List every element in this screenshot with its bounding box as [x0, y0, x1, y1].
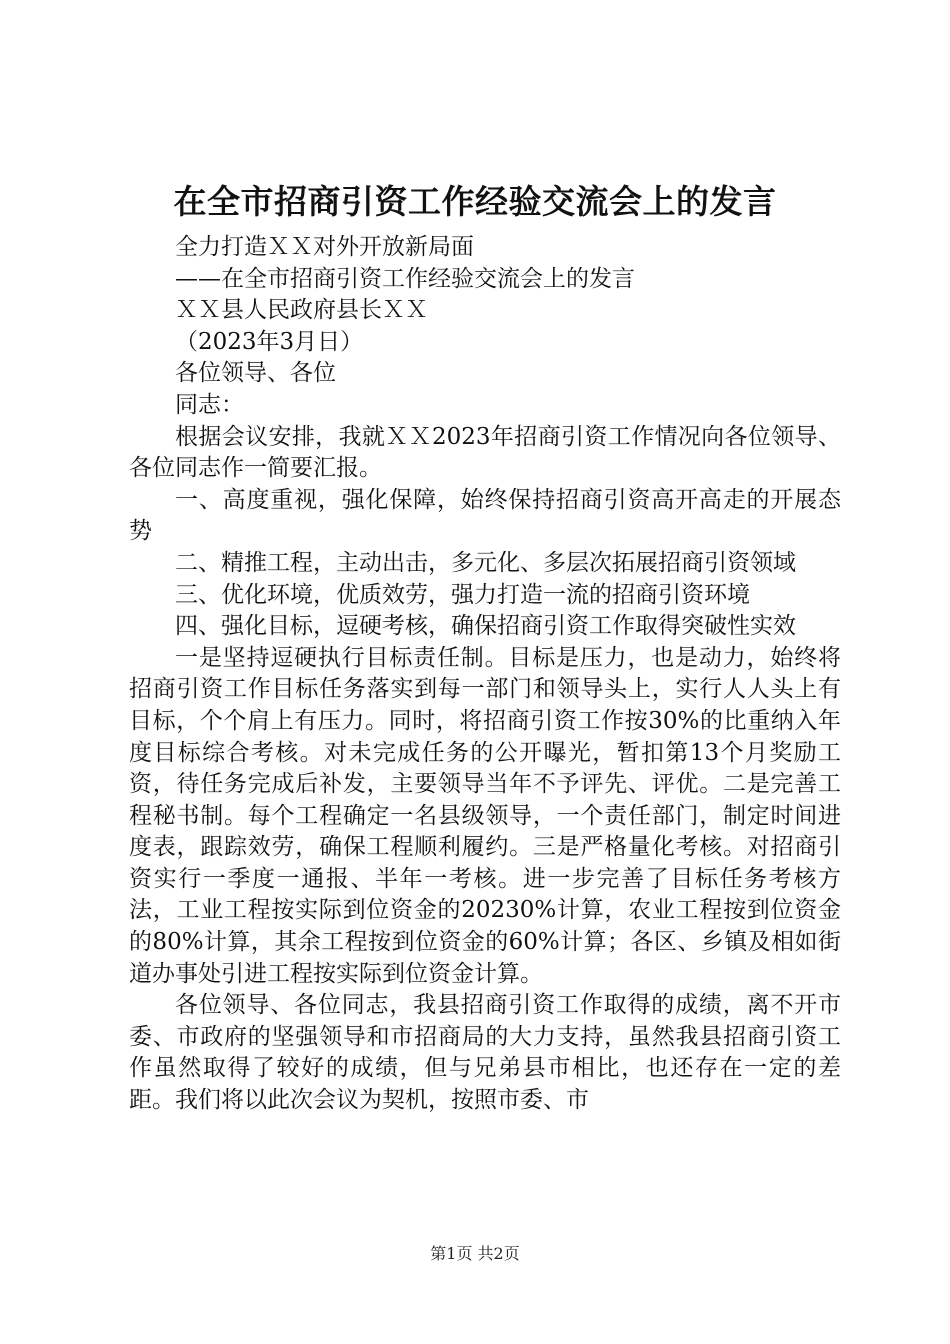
date-line: （2023年3月日） — [175, 328, 364, 355]
document-body — [129, 232, 841, 1117]
section-heading-1: 一、高度重视，强化保障，始终保持招商引资高开高走的开展态势 — [129, 486, 841, 545]
paragraph-measures: 一是坚持逗硬执行目标责任制。目标是压力，也是动力，始终将招商引资工作目标任务落实到每一部门和领导头上，实行人人头上有目标，个个肩上有压力。同时，将招商引资工作按30%的比重纳入年度目标综合考核。对未完成任务的公开曝光，暂扣第13个月奖励工资，待任务完成后补发，主要领导当年不予评先、评优。二是完善工程秘书制。每个工程确定一名县级领导，一个责任部门，制定时间进度表，跟踪效劳，确保工程顺利履约。三是严格量化考核。对招商引资实行一季度一通报、半年一考核。进一步完善了目标任务考核方法，工业工程按实际到位资金的20230%计算，农业工程按到位资金的80%计算，其余工程按到位资金的60%计算；各区、乡镇及相如街道办事处引进工程按实际到位资金计算。 — [129, 644, 841, 987]
section-heading-2: 二、精推工程，主动出击，多元化、多层次拓展招商引资领域 — [175, 549, 796, 576]
sub-subtitle: ——在全市招商引资工作经验交流会上的发言 — [175, 265, 635, 292]
paragraph-intro: 根据会议安排，我就ＸＸ2023年招商引资工作情况向各位领导、各位同志作一简要汇报。 — [129, 423, 841, 482]
page-footer: 第1页 共2页 — [430, 1244, 520, 1263]
speaker-line: ＸＸ县人民政府县长ＸＸ — [175, 297, 428, 324]
salutation-line-2: 同志： — [175, 391, 244, 418]
paragraph-closing: 各位领导、各位同志，我县招商引资工作取得的成绩，离不开市委、市政府的坚强领导和市招商局的大力支持，虽然我县招商引资工作虽然取得了较好的成绩，但与兄弟县市相比，也还存在一定的差距。我们将以此次会议为契机，按照市委、市 — [129, 992, 841, 1114]
salutation-line-1: 各位领导、各位 — [175, 360, 336, 387]
subtitle: 全力打造ＸＸ对外开放新局面 — [175, 234, 474, 260]
section-heading-4: 四、强化目标，逗硬考核，确保招商引资工作取得突破性实效 — [175, 613, 796, 640]
section-heading-3: 三、优化环境，优质效劳，强力打造一流的招商引资环境 — [175, 581, 750, 608]
document-title: 在全市招商引资工作经验交流会上的发言 — [173, 182, 777, 221]
